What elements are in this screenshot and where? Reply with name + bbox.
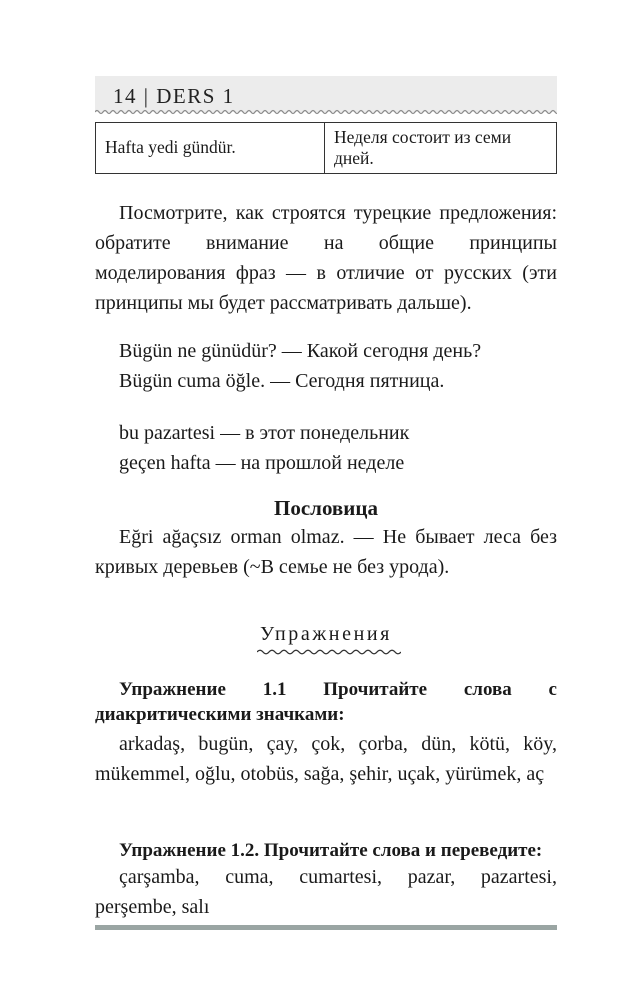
page-header <box>95 76 557 112</box>
exercise-2-body: çarşamba, cuma, cumartesi, pazar, pazartesi, perşembe, salı <box>95 866 557 918</box>
lesson-label: DERS 1 <box>156 84 235 108</box>
table-row <box>96 123 557 174</box>
russian-cell: Неделя состоит из семи дней. <box>325 123 557 174</box>
vocab-table <box>95 122 557 174</box>
exercise-2-heading: Упражнение 1.2. Прочитайте слова и переведите: <box>119 840 543 861</box>
header-wave-ornament <box>95 108 557 116</box>
turkish-cell: Hafta yedi gündür. <box>96 123 325 174</box>
dialogue-example-1: Bügün ne günüdür? — Какой сегодня день? <box>119 340 482 362</box>
exercises-section-title: Упражнения <box>260 623 392 645</box>
section-title-wave <box>257 647 401 657</box>
page-number: 14 <box>113 84 137 108</box>
proverb-title: Пословица <box>274 496 378 520</box>
phrase-example-2: geçen hafta — на прошлой неделе <box>119 452 405 474</box>
footer-rule <box>95 925 557 930</box>
exercise-1-heading: Упражнение 1.1 Прочитайте слова с диакритическими значками: <box>95 679 557 725</box>
exercise-1-body: arkadaş, bugün, çay, çok, çorba, dün, kötü, köy, mükemmel, oğlu, otobüs, sağa, şehir, uçak, yürümek, aç <box>95 733 557 785</box>
phrase-example-1: bu pazartesi — в этот понедельник <box>119 422 410 444</box>
header-separator: | <box>143 84 150 108</box>
running-head <box>113 84 235 109</box>
proverb-text: Eğri ağaçsız orman olmaz. — Не бывает леса без кривых деревьев (~В семье не без урода). <box>95 526 557 578</box>
dialogue-example-2: Bügün cuma öğle. — Сегодня пятница. <box>119 370 445 392</box>
intro-paragraph: Посмотрите, как строятся турецкие предложения: обратите внимание на общие принципы моделирования фраз — в отличие от русских (эти принципы мы будет рассматривать дальше). <box>95 202 557 314</box>
